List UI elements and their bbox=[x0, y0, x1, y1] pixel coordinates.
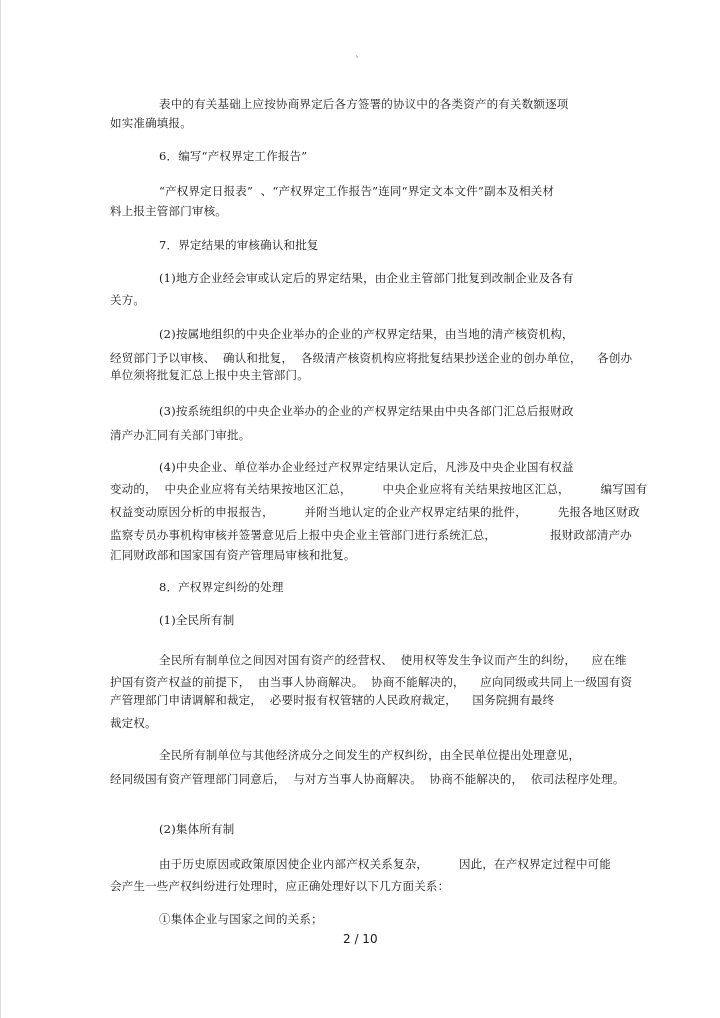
header-mark: ` bbox=[355, 56, 360, 67]
page-number: 2 / 10 bbox=[343, 932, 378, 946]
subsection-heading: (1)全民所有制 bbox=[159, 613, 235, 627]
text-line: 变动的， 中央企业应将有关结果按地区汇总， 中央企业应将有关结果按地区汇总， 编写国有 bbox=[110, 482, 648, 496]
text-line: (1)地方企业经会审或认定后的界定结果，由企业主管部门批复到改制企业及各有 bbox=[159, 271, 574, 285]
section-heading-7: 7．界定结果的审核确认和批复 bbox=[159, 238, 319, 252]
subsection-heading: (2)集体所有制 bbox=[159, 822, 235, 836]
text-line: 单位须将批复汇总上报中央主管部门。 bbox=[110, 368, 309, 382]
text-line: 料上报主管部门审核。 bbox=[110, 204, 227, 218]
text-line: 全民所有制单位之间因对国有资产的经营权、 使用权等发生争议而产生的纠纷， 应在维 bbox=[159, 653, 627, 667]
text-line: 关方。 bbox=[110, 293, 146, 307]
text-line: ①集体企业与国家之间的关系； bbox=[159, 912, 323, 926]
page-edge bbox=[0, 0, 1, 1018]
text-line: 权益变动原因分析的申报报告， 并附当地认定的企业产权界定结果的批件， 先报各地区财政 bbox=[110, 505, 640, 519]
text-line: 经同级国有资产管理部门同意后， 与对方当事人协商解决。 协商不能解决的， 依司法程序处理。 bbox=[110, 772, 625, 786]
text-line: (3)按系统组织的中央企业举办的企业的产权界定结果由中央各部门汇总后报财政 bbox=[159, 404, 574, 418]
text-line: 裁定权。 bbox=[110, 716, 157, 730]
text-line: 清产办汇同有关部门审批。 bbox=[110, 428, 251, 442]
text-line: 护国有资产权益的前提下， 由当事人协商解决。 协商不能解决的， 应向同级或共同上一级国有资 bbox=[110, 675, 633, 689]
section-heading-8: 8．产权界定纠纷的处理 bbox=[159, 580, 284, 594]
text-line: (4)中央企业、单位举办企业经过产权界定结果认定后，凡涉及中央企业国有权益 bbox=[159, 460, 574, 474]
text-line: 产管理部门申请调解和裁定， 必要时报有权管辖的人民政府裁定， 国务院拥有最终 bbox=[110, 693, 555, 707]
text-line: 如实准确填报。 bbox=[110, 116, 192, 130]
text-line: 由于历史原因或政策原因使企业内部产权关系复杂， 因此，在产权界定过程中可能 bbox=[159, 857, 612, 871]
text-line: 经贸部门予以审核、 确认和批复， 各级清产核资机构应将批复结果抄送企业的创办单位， 各创办 bbox=[110, 351, 633, 365]
section-heading-6: 6．编写“产权界定工作报告” bbox=[159, 149, 308, 163]
text-line: “产权界定日报表” 、“产权界定工作报告”连同“界定文本文件”副本及相关材 bbox=[159, 184, 555, 198]
text-line: 表中的有关基础上应按协商界定后各方签署的协议中的各类资产的有关数额逐项 bbox=[159, 97, 569, 111]
text-line: 汇同财政部和国家国有资产管理局审核和批复。 bbox=[110, 548, 356, 562]
text-line: (2)按属地组织的中央企业举办的企业的产权界定结果，由当地的清产核资机构， bbox=[159, 327, 574, 341]
text-line: 监察专员办事机构审核并签署意见后上报中央企业主管部门进行系统汇总， 报财政部清产办 bbox=[110, 528, 632, 542]
text-line: 会产生一些产权纠纷进行处理时，应正确处理好以下几方面关系： bbox=[110, 879, 450, 893]
text-line: 全民所有制单位与其他经济成分之间发生的产权纠纷，由全民单位提出处理意见， bbox=[159, 748, 581, 762]
